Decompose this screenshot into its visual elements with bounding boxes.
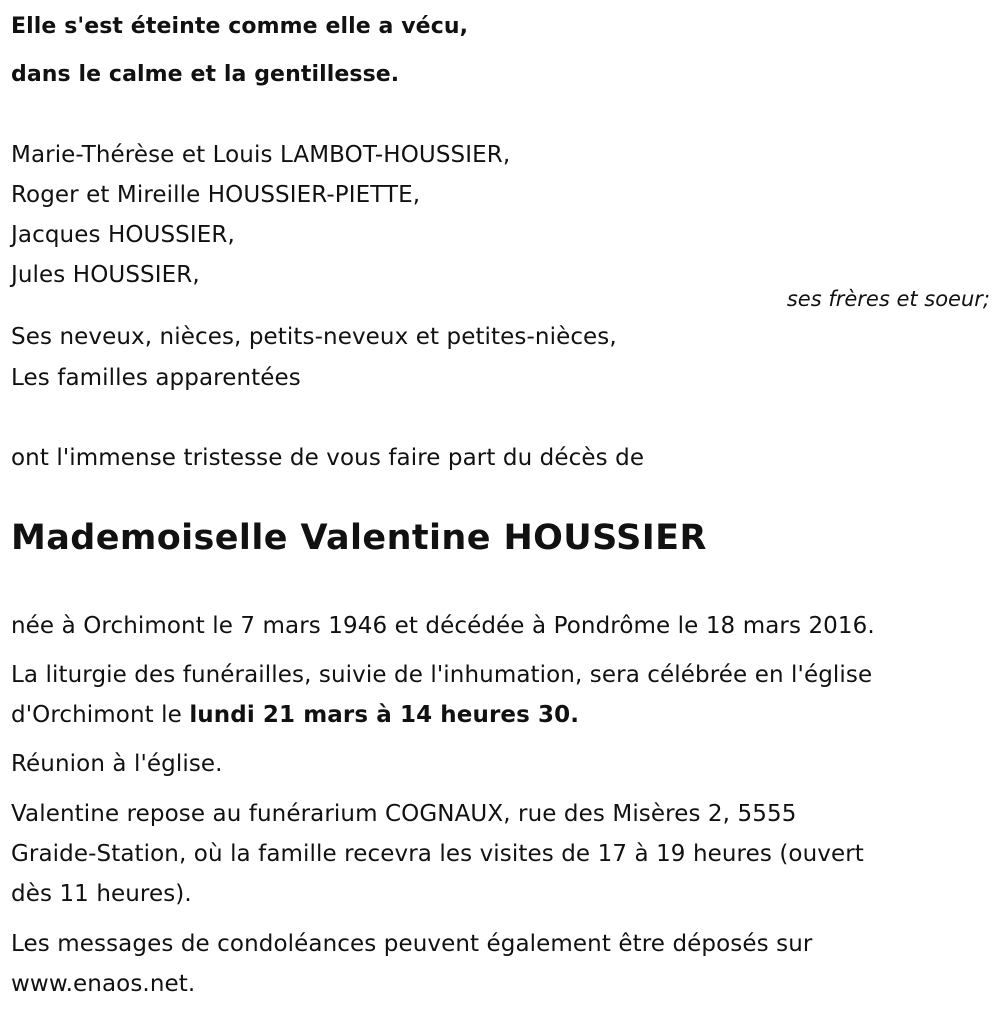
funeral-home-info: Valentine repose au funérarium COGNAUX, rue des Misères 2, 5555 [11,801,797,827]
meeting-info: Réunion à l'église. [11,751,223,777]
condolences-info: Les messages de condoléances peuvent également être déposés sur [11,931,813,957]
family-member: Jacques HOUSSIER, [11,222,235,248]
liturgy-prefix: d'Orchimont le [11,702,190,728]
extended-family: Les familles apparentées [11,365,301,391]
birth-death-info: née à Orchimont le 7 mars 1946 et décédée à Pondrôme le 18 mars 2016. [11,613,875,639]
family-member: Marie-Thérèse et Louis LAMBOT-HOUSSIER, [11,142,511,168]
condolences-link[interactable]: www.enaos.net. [11,971,196,997]
extended-family: Ses neveux, nièces, petits-neveux et petites-nièces, [11,324,617,350]
deceased-name: Mademoiselle Valentine HOUSSIER [11,518,707,558]
funeral-home-info: Graide-Station, où la famille recevra les visites de 17 à 19 heures (ouvert [11,841,864,867]
liturgy-date-line [11,700,579,730]
family-member: Jules HOUSSIER, [11,262,200,288]
announcement-text: ont l'immense tristesse de vous faire part du décès de [11,445,645,471]
liturgy-text: La liturgie des funérailles, suivie de l'inhumation, sera célébrée en l'église [11,662,873,688]
intro-line-2: dans le calme et la gentillesse. [11,62,400,87]
family-member: Roger et Mireille HOUSSIER-PIETTE, [11,182,421,208]
liturgy-date: lundi 21 mars à 14 heures 30. [189,702,580,728]
intro-line-1: Elle s'est éteinte comme elle a vécu, [11,14,469,39]
funeral-home-info: dès 11 heures). [11,881,192,907]
family-relation: ses frères et soeur; [786,287,990,311]
